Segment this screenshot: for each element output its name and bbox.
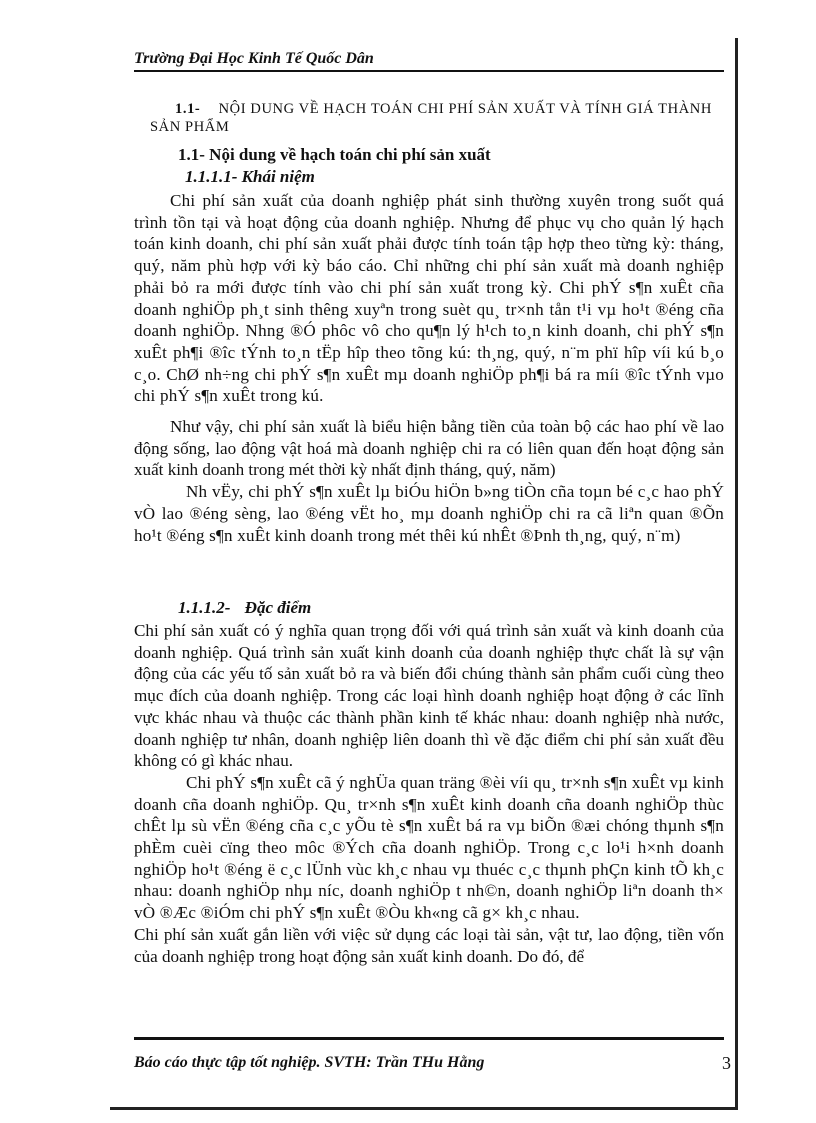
- paragraph-5: Chi phÝ s¶n xuÊt cã ý nghÜa quan träng ®èi víi qu¸ tr×nh s¶n xuÊt vµ kinh doanh cña doanh nghiÖp. Qu¸ tr×nh s¶n xuÊt kinh doanh cña doanh nghiÖp thùc chÊt lµ sù vËn ®éng cña c¸c yÕu tè s¶n xuÊt bá ra vµ biÕn ®æi chóng thµnh s¶n phÈm cuèi cïng theo môc ®Ých cña doanh nghiÖp. Trong c¸c lo¹i h×nh doanh nghiÖp ho¹t ®éng ë c¸c lÜnh vùc kh¸c nhau vµ thuéc c¸c thµnh phÇn kinh tÕ kh¸c nhau: doanh nghiÖp nhµ níc, doanh nghiÖp t nh©n, doanh nghiÖp liªn doanh th× vÒ ®Æc ®iÓm chi phÝ s¶n xuÊt ®Òu kh«ng cã g× kh¸c nhau.: [134, 772, 724, 923]
- page-number: 3: [722, 1053, 731, 1073]
- footer-text: Báo cáo thực tập tốt nghiệp. SVTH: Trần THu Hằng: [134, 1054, 485, 1071]
- header-rule: [134, 70, 724, 72]
- header-title: Trường Đại Học Kinh Tế Quốc Dân: [134, 50, 374, 67]
- section-title: NỘI DUNG VỀ HẠCH TOÁN CHI PHÍ SẢN XUẤT VÀ TÍNH GIÁ THÀNH SẢN PHẨM: [150, 101, 712, 135]
- dac-diem-heading: [178, 598, 311, 618]
- dac-diem-title: Đặc điểm: [244, 598, 312, 617]
- dac-diem-number: 1.1.1.2-: [178, 598, 231, 617]
- paragraph-block-1: [134, 190, 724, 407]
- khai-niem-heading: 1.1.1.1- Khái niệm: [185, 167, 315, 186]
- section-heading: [150, 100, 740, 136]
- subsection-title: 1.1- Nội dung về hạch toán chi phí sản xuất: [178, 145, 491, 164]
- paragraph-3: Nh vËy, chi phÝ s¶n xuÊt lµ biÓu hiÖn b»ng tiÒn cña toµn bé c¸c hao phÝ vÒ lao ®éng sèng, lao ®éng vËt ho¸ mµ doanh nghiÖp chi ra cã liªn quan ®Õn ho¹t ®éng s¶n xuÊt kinh doanh trong mét thêi kú nhÊt ®Þnh th¸ng, quý, n¨m): [134, 482, 724, 545]
- paragraph-block-2: [134, 416, 724, 546]
- paragraph-2: Như vậy, chi phí sản xuất là biểu hiện bằng tiền của toàn bộ các hao phí về lao động sống, lao động vật hoá mà doanh nghiệp chi ra có liên quan đến hoạt động sản xuất kinh doanh trong mét thời kỳ nhất định tháng, quý, năm): [134, 417, 724, 480]
- paragraph-block-3: [134, 620, 724, 967]
- paragraph-4: Chi phí sản xuất có ý nghĩa quan trọng đối với quá trình sản xuất và kinh doanh của doanh nghiệp. Quá trình sản xuất kinh doanh của doanh nghiệp thực chất là sự vận động của các yếu tố sản xuất bỏ ra và biến đổi chúng thành sản phẩm cuối cùng theo mục đích của doanh nghiệp. Trong các loại hình doanh nghiệp hoạt động ở các lĩnh vực khác nhau và thuộc các thành phần kinh tế khác nhau: doanh nghiệp nhà nước, doanh nghiệp tư nhân, doanh nghiệp liên doanh thì về đặc điểm chi phí sản xuất đều không có gì khác nhau.: [134, 621, 724, 771]
- footer-rule: [134, 1037, 724, 1040]
- section-number: 1.1-: [175, 101, 201, 117]
- paragraph-6: Chi phí sản xuất gắn liền với việc sử dụng các loại tài sản, vật tư, lao động, tiền vốn của doanh nghiệp trong hoạt động sản xuất kinh doanh. Do đó, để: [134, 924, 724, 966]
- paragraph-1: Chi phí sản xuất của doanh nghiệp phát sinh thường xuyên trong suốt quá trình tồn tại và hoạt động của doanh nghiệp. Nhưng để phục vụ cho quản lý hạch toán kinh doanh, chi phí sản xuất phải được tính toán tập hợp theo từng kỳ: tháng, quý, năm phù hợp với kỳ báo cáo. Chỉ những chi phí sản xuất mà doanh nghiệp phải bỏ ra mới được tính vào chi phí sản xuất trong kỳ. Chi phÝ s¶n xuÊt cña doanh nghiÖp ph¸t sinh thêng xuyªn trong suèt qu¸ tr×nh tån t¹i vµ ho¹t ®éng cña doanh nghiÖp. Nhng ®Ó phôc vô cho qu¶n lý h¹ch to¸n kinh doanh, chi phÝ s¶n xuÊt ph¶i ®îc tÝnh to¸n tËp hîp theo tõng kú: th¸ng, quý, n¨m phï hîp víi kú b¸o c¸o. ChØ nh÷ng chi phÝ s¶n xuÊt mµ doanh nghiÖp ph¶i bá ra míi ®îc tÝnh vµo chi phÝ s¶n xuÊt trong kú.: [134, 191, 724, 406]
